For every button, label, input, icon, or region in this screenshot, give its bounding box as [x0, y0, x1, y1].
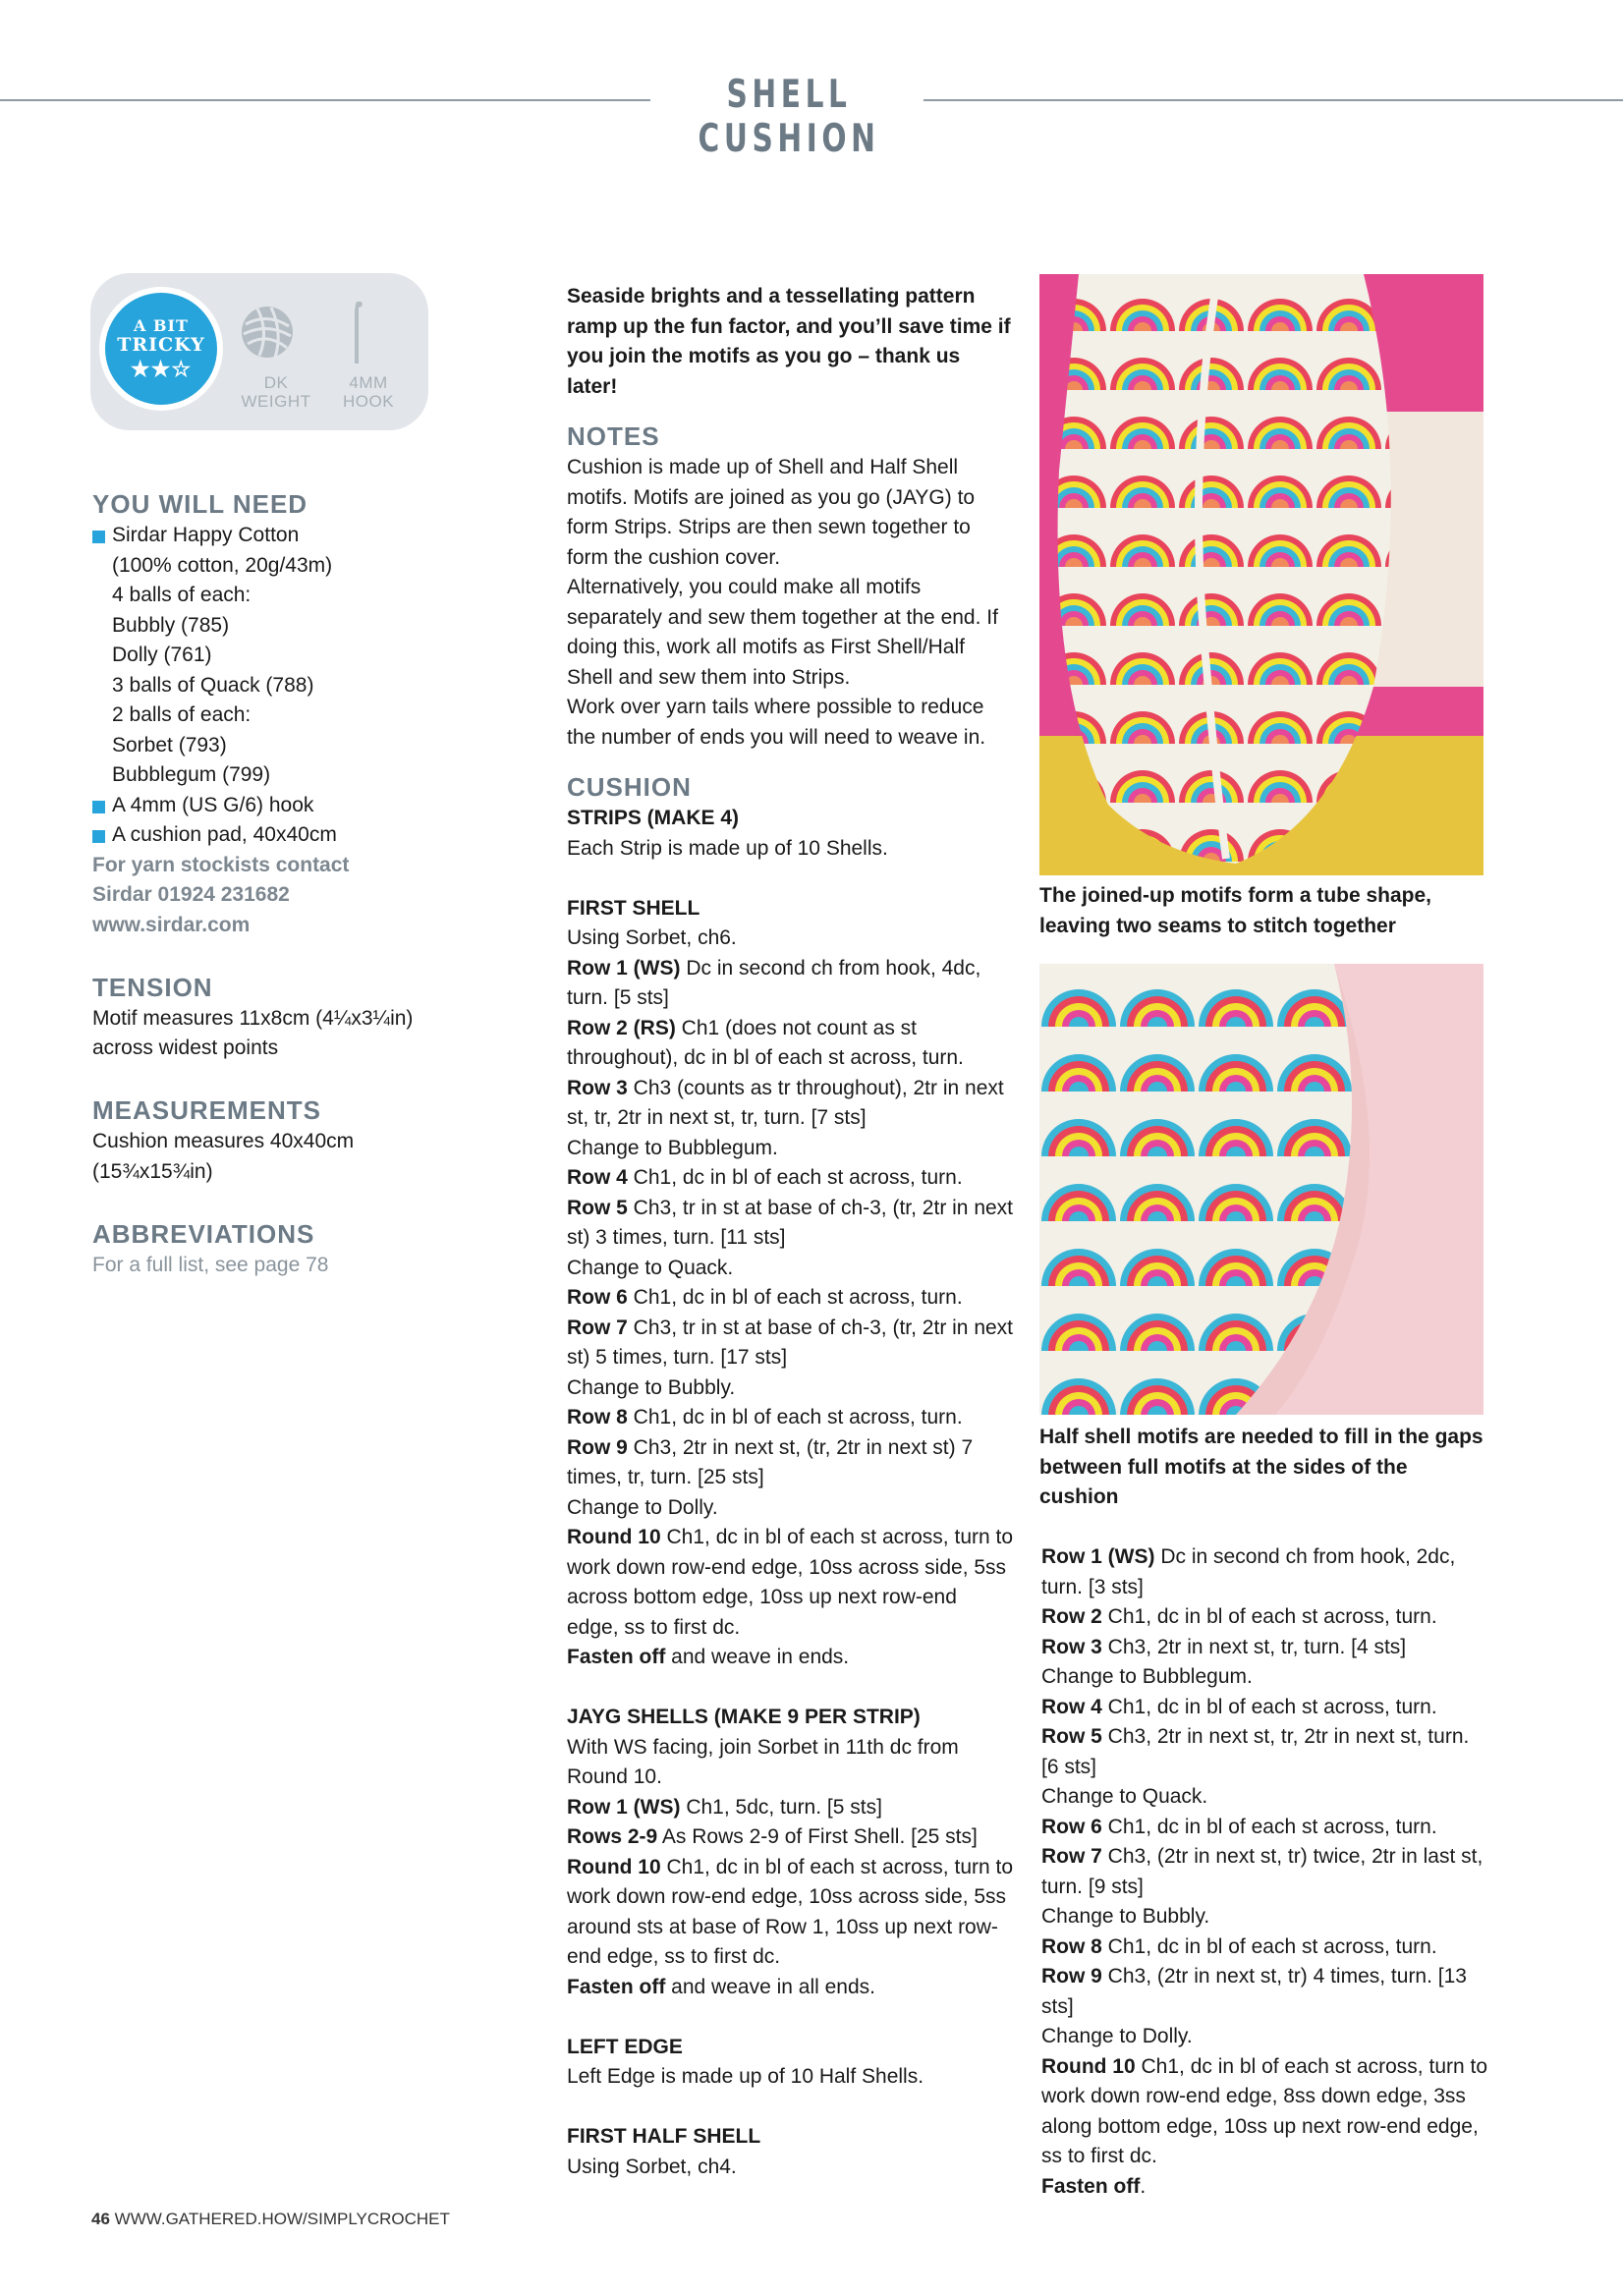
pattern-row	[567, 1853, 1014, 1973]
footer-url[interactable]: WWW.GATHERED.HOW/SIMPLYCROCHET	[114, 2210, 450, 2228]
left-edge-text: Left Edge is made up of 10 Half Shells.	[567, 2065, 924, 2088]
row-label: Row 4	[567, 1166, 628, 1189]
pattern-row	[567, 1822, 1014, 1853]
row-label: Row 7	[1041, 1845, 1102, 1868]
row-label: Fasten off	[567, 1646, 666, 1668]
strips-heading: STRIPS (MAKE 4)	[567, 807, 740, 829]
header-rule-left	[0, 99, 650, 101]
pattern-row	[1041, 1813, 1488, 1843]
row-instruction: Change to Quack.	[1041, 1785, 1208, 1808]
row-label: Row 1 (WS)	[1041, 1545, 1155, 1568]
crochet-hook-icon	[348, 301, 369, 365]
header-rule-right	[923, 99, 1623, 101]
row-label: Row 2 (RS)	[567, 1016, 676, 1039]
row-label: Row 9	[567, 1435, 628, 1459]
left-column	[92, 487, 426, 1280]
row-label: Row 3	[1041, 1635, 1102, 1658]
yarn-sorbet: Sorbet (793)	[112, 733, 227, 756]
pattern-row	[1041, 1722, 1488, 1782]
pattern-row	[567, 1373, 1014, 1404]
row-instruction: Ch3, tr in st at base of ch-3, (tr, 2tr in next st) 3 times, turn. [11 sts]	[567, 1196, 1014, 1249]
pattern-row	[567, 1433, 1014, 1493]
row-label: Fasten off	[567, 1975, 666, 1998]
page-number: 46	[91, 2210, 110, 2228]
pattern-row	[1041, 2022, 1488, 2052]
row-instruction: and weave in ends.	[665, 1646, 850, 1668]
cushion-heading: CUSHION	[567, 772, 692, 802]
row-instruction: Dc in second ch from hook, 4dc, turn. [5 sts]	[567, 956, 981, 1009]
difficulty-label-2: TRICKY	[117, 333, 205, 356]
first-half-shell-start: Using Sorbet, ch4.	[567, 2155, 737, 2178]
stockist-website[interactable]: www.sirdar.com	[92, 913, 251, 936]
row-label: Round 10	[567, 1855, 661, 1878]
row-instruction: Ch1, dc in bl of each st across, turn.	[1101, 1815, 1437, 1838]
row-instruction: Change to Bubbly.	[567, 1375, 736, 1399]
difficulty-label-1: A BIT	[134, 315, 189, 335]
pattern-row	[567, 1163, 1014, 1194]
row-instruction: Ch1, dc in bl of each st across, turn.	[627, 1166, 963, 1189]
row-label: Row 8	[1041, 1934, 1102, 1958]
jayg-rows	[567, 1793, 1014, 2003]
row-label: Rows 2-9	[567, 1825, 658, 1848]
measurements-heading: MEASUREMENTS	[92, 1095, 322, 1125]
row-instruction: Ch1, dc in bl of each st across, turn to work down row-end edge, 10ss across side, 5ss across bottom edge, 10ss up next row-end edge, ss to first dc.	[567, 1526, 1014, 1639]
left-edge-heading: LEFT EDGE	[567, 2035, 683, 2058]
you-will-need-heading: YOU WILL NEED	[92, 489, 308, 519]
row-label: Row 1 (WS)	[567, 1795, 681, 1819]
first-shell-rows	[567, 954, 1014, 1673]
row-instruction: Ch1, dc in bl of each st across, turn.	[627, 1286, 963, 1309]
row-instruction: and weave in all ends.	[665, 1975, 875, 1998]
page-footer	[91, 2210, 450, 2229]
abbreviations-text: For a full list, see page 78	[92, 1253, 329, 1276]
pad-line: A cushion pad, 40x40cm	[92, 820, 426, 851]
pattern-row	[567, 1493, 1014, 1524]
row-instruction: Change to Dolly.	[1041, 2025, 1193, 2047]
first-shell-heading: FIRST SHELL	[567, 896, 700, 920]
row-instruction: Ch3, (2tr in next st, tr) 4 times, turn. [13 sts]	[1041, 1965, 1467, 2018]
pattern-row	[1041, 1633, 1488, 1663]
pattern-row	[1041, 1902, 1488, 1932]
tension-heading: TENSION	[92, 972, 213, 1002]
row-label: Row 9	[1041, 1965, 1102, 1988]
pattern-row	[567, 1643, 1014, 1673]
row-instruction: Ch1 (does not count as st throughout), dc in bl of each st across, turn.	[567, 1016, 964, 1069]
yarn-bubbly: Bubbly (785)	[112, 613, 230, 637]
row-instruction: Ch3, tr in st at base of ch-3, (tr, 2tr in next st) 5 times, turn. [17 sts]	[567, 1316, 1014, 1369]
right-column	[1041, 1542, 1488, 2202]
row-instruction: Change to Dolly.	[567, 1495, 718, 1519]
jayg-heading: JAYG SHELLS (MAKE 9 PER STRIP)	[567, 1706, 921, 1728]
abbreviations-heading: ABBREVIATIONS	[92, 1218, 315, 1249]
yarn-spec: (100% cotton, 20g/43m)	[112, 553, 333, 577]
pattern-row	[567, 1403, 1014, 1433]
yarn-qty-2: 2 balls of each:	[112, 703, 252, 726]
pattern-row	[1041, 1542, 1488, 1602]
pattern-row	[567, 1793, 1014, 1823]
stockist-contact: For yarn stockists contact	[92, 853, 350, 876]
row-instruction: Ch1, dc in bl of each st across, turn.	[1101, 1605, 1437, 1628]
pattern-row	[567, 954, 1014, 1014]
notes-paragraph-1: Cushion is made up of Shell and Half Shell motifs. Motifs are joined as you go (JAYG) to form Strips. Strips are then sewn together to form the cushion cover.	[567, 456, 976, 569]
row-label: Row 8	[567, 1406, 628, 1428]
first-half-shell-heading: FIRST HALF SHELL	[567, 2125, 761, 2148]
measurements-line-2: (15¾x15¾in)	[92, 1159, 213, 1183]
pattern-row	[1041, 1662, 1488, 1693]
row-instruction: Ch1, dc in bl of each st across, turn.	[1101, 1934, 1437, 1958]
row-instruction: Change to Quack.	[567, 1256, 734, 1279]
row-label: Row 5	[567, 1196, 628, 1219]
row-label: Row 2	[1041, 1605, 1102, 1628]
pattern-row	[567, 1134, 1014, 1164]
middle-column	[567, 282, 1014, 2182]
strips-text: Each Strip is made up of 10 Shells.	[567, 836, 888, 860]
stockist-phone: Sirdar 01924 231682	[92, 883, 290, 906]
page-title: SHELL CUSHION	[698, 73, 880, 161]
pattern-row	[1041, 1842, 1488, 1902]
half-shell-rows	[1041, 1542, 1488, 2202]
pattern-row	[1041, 1602, 1488, 1633]
tension-line-2: across widest points	[92, 1036, 279, 1059]
pattern-row	[1041, 1962, 1488, 2022]
row-label: Fasten off	[1041, 2174, 1141, 2198]
notes-heading: NOTES	[567, 421, 660, 451]
row-instruction: Ch1, dc in bl of each st across, turn to work down row-end edge, 8ss down edge, 3ss along bottom edge, 10ss up next row-end edge, ss to first dc.	[1041, 2054, 1488, 2167]
difficulty-stars: ★★☆	[130, 356, 193, 382]
pattern-row	[567, 1283, 1014, 1314]
cushion-photo-tube	[1039, 274, 1483, 875]
pattern-row	[567, 1523, 1014, 1643]
half-shell-image	[1039, 964, 1483, 1415]
jayg-start: With WS facing, join Sorbet in 11th dc from Round 10.	[567, 1735, 959, 1788]
pattern-row	[567, 1254, 1014, 1284]
tension-line-1: Motif measures 11x8cm (4¼x3¼in)	[92, 1006, 414, 1030]
pattern-row	[567, 1314, 1014, 1373]
row-label: Row 1 (WS)	[567, 956, 681, 980]
photo-1-caption: The joined-up motifs form a tube shape, leaving two seams to stitch together	[1039, 884, 1432, 937]
row-instruction: Dc in second ch from hook, 2dc, turn. [3 sts]	[1041, 1545, 1456, 1598]
yarn-quack: 3 balls of Quack (788)	[112, 673, 314, 697]
first-shell-start: Using Sorbet, ch6.	[567, 926, 737, 949]
pattern-row	[567, 1194, 1014, 1254]
row-instruction: Change to Bubblegum.	[1041, 1665, 1253, 1688]
yarn-ball-icon	[240, 305, 295, 360]
row-instruction: Change to Bubblegum.	[567, 1136, 778, 1159]
row-label: Row 6	[567, 1286, 628, 1309]
notes-paragraph-3: Work over yarn tails where possible to reduce the number of ends you will need to weave in.	[567, 696, 986, 749]
row-label: Round 10	[567, 1526, 661, 1548]
photo-2-caption: Half shell motifs are needed to fill in the gaps between full motifs at the sides of the cushion	[1039, 1426, 1483, 1508]
row-label: Round 10	[1041, 2054, 1136, 2078]
difficulty-badge	[99, 287, 223, 411]
pattern-row	[567, 1014, 1014, 1074]
row-instruction: Change to Bubbly.	[1041, 1905, 1210, 1928]
pattern-row	[1041, 1932, 1488, 1963]
pattern-row	[567, 1074, 1014, 1134]
yarn-qty-4: 4 balls of each:	[112, 584, 252, 606]
row-instruction: As Rows 2-9 of First Shell. [25 sts]	[657, 1825, 978, 1848]
cushion-photo-half-shell	[1039, 964, 1483, 1415]
row-instruction: Ch3 (counts as tr throughout), 2tr in next st, tr, 2tr in next st, tr, turn. [7 sts]	[567, 1076, 1004, 1129]
yarn-weight-caption: DK WEIGHT	[241, 373, 311, 411]
row-instruction: Ch1, dc in bl of each st across, turn.	[1101, 1695, 1437, 1718]
row-instruction: .	[1140, 2174, 1147, 2198]
row-instruction: Ch1, dc in bl of each st across, turn to work down row-end edge, 10ss across side, 5ss around sts at base of Row 1, 10ss up next row-end edge, ss to first dc.	[567, 1855, 1014, 1968]
notes-paragraph-2: Alternatively, you could make all motifs separately and sew them together at the end. If doing this, work all motifs as First Shell/Half Shell and sew them into Strips.	[567, 576, 998, 689]
pattern-row	[567, 1973, 1014, 2003]
row-instruction: Ch3, 2tr in next st, (tr, 2tr in next st) 7 times, tr, turn. [25 sts]	[567, 1435, 974, 1488]
row-label: Row 7	[567, 1316, 628, 1339]
intro-text: Seaside brights and a tessellating pattern ramp up the fun factor, and you’ll save time if you join the motifs as you go – thank us later!	[567, 285, 1011, 398]
pattern-row	[1041, 1693, 1488, 1723]
pattern-row	[1041, 1782, 1488, 1813]
cushion-tube-image	[1039, 274, 1483, 875]
row-instruction: Ch3, 2tr in next st, tr, 2tr in next st, turn. [6 sts]	[1041, 1725, 1470, 1778]
row-label: Row 3	[567, 1076, 628, 1099]
yarn-bubblegum: Bubblegum (799)	[112, 763, 271, 786]
pattern-row	[1041, 2172, 1488, 2203]
row-label: Row 4	[1041, 1695, 1102, 1718]
yarn-dolly: Dolly (761)	[112, 644, 212, 666]
row-instruction: Ch1, dc in bl of each st across, turn.	[627, 1406, 963, 1428]
row-instruction: Ch1, 5dc, turn. [5 sts]	[680, 1795, 882, 1819]
row-label: Row 6	[1041, 1815, 1102, 1838]
hook-line: A 4mm (US G/6) hook	[92, 791, 426, 821]
yarn-line: Sirdar Happy Cotton	[92, 521, 426, 551]
row-label: Row 5	[1041, 1725, 1102, 1748]
row-instruction: Ch3, 2tr in next st, tr, turn. [4 sts]	[1101, 1635, 1407, 1658]
measurements-line-1: Cushion measures 40x40cm	[92, 1130, 355, 1152]
hook-size-caption: 4MM HOOK	[342, 373, 395, 411]
pattern-row	[1041, 2052, 1488, 2172]
row-instruction: Ch3, (2tr in next st, tr) twice, 2tr in last st, turn. [9 sts]	[1041, 1845, 1483, 1898]
